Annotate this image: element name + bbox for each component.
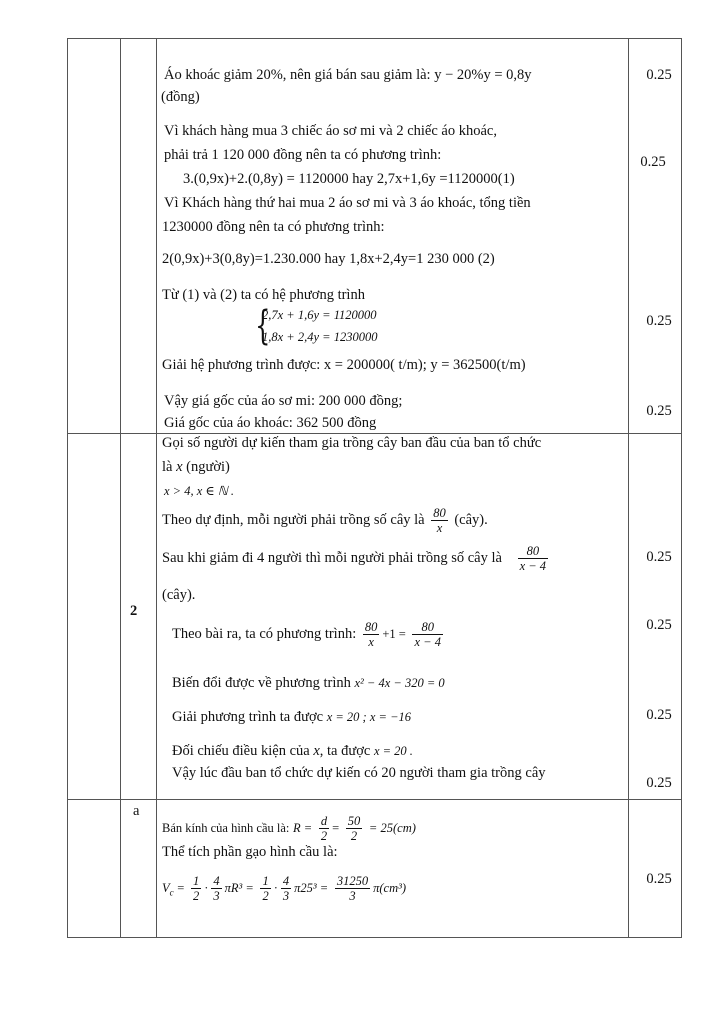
score: 0.25 [646, 313, 672, 329]
equation: x² − 4x − 320 = 0 [354, 676, 445, 690]
score: 0.25 [646, 707, 672, 723]
numerator: 1 [192, 874, 200, 888]
text-part: , ta được [319, 743, 371, 759]
part-label: a [133, 803, 140, 819]
text-line: Vậy giá gốc của áo sơ mi: 200 000 đồng; [164, 393, 403, 409]
text-line: phải trả 1 120 000 đồng nên ta có phương trình: [164, 147, 442, 163]
text-line [162, 458, 230, 476]
text-line: (cây). [162, 587, 196, 603]
denominator: 2 [192, 889, 200, 903]
volume-symbol: V [162, 880, 170, 895]
volume-subscript: c [169, 887, 174, 898]
numerator: 80 [526, 544, 540, 558]
text-line [172, 742, 413, 760]
fraction [281, 874, 291, 903]
text-part: (cây). [454, 511, 488, 528]
score: 0.25 [646, 549, 672, 565]
condition: x > 4, x ∈ ℕ . [164, 484, 235, 498]
equation: x = 20 ; x = −16 [326, 710, 412, 724]
numerator: 50 [347, 814, 361, 828]
text-part: Sau khi giảm đi 4 người thì mỗi người phải trồng số cây là [162, 549, 502, 566]
denominator: 2 [320, 829, 328, 843]
variable-x: x [313, 743, 320, 759]
text-line: 1230000 đồng nên ta có phương trình: [162, 219, 385, 235]
text-part: Bán kính của hình cầu là: [162, 820, 290, 835]
score: 0.25 [646, 67, 672, 83]
denominator: 3 [213, 889, 220, 903]
denominator: x [363, 634, 380, 649]
text-line [172, 674, 445, 692]
system-brace: { [255, 303, 271, 349]
text-line: 2(0,9x)+3(0,8y)=1.230.000 hay 1,8x+2,4y=1 230 000 (2) [162, 251, 495, 267]
fraction [363, 620, 380, 649]
text-line: 3.(0,9x)+2.(0,8y) = 1120000 hay 2,7x+1,6y =1120000(1) [183, 171, 515, 187]
system-equation-2: 1,8x + 2,4y = 1230000 [262, 330, 378, 344]
text-part: là [162, 459, 173, 475]
numerator: 4 [213, 874, 220, 888]
equation-part: πR³ = [224, 880, 254, 895]
text-line: Thể tích phần gạo hình cầu là: [162, 844, 338, 860]
equation-part: R = [293, 820, 313, 835]
score: 0.25 [646, 617, 672, 633]
fraction [335, 874, 370, 903]
row-divider-2 [68, 799, 681, 800]
equation-part: · [273, 880, 278, 895]
fraction [412, 620, 442, 649]
column-divider-2 [156, 39, 157, 937]
denominator: x − 4 [519, 559, 547, 573]
text-line [172, 620, 446, 649]
equation-part: π(cm³) [373, 880, 407, 895]
denominator: x − 4 [414, 635, 441, 649]
equation-part [162, 880, 174, 898]
numerator: 80 [421, 620, 434, 634]
denominator: 3 [335, 888, 370, 903]
numerator: d [320, 814, 328, 828]
variable-x: x [176, 459, 183, 475]
numerator: 80 [433, 506, 446, 520]
text-part: Theo dự định, mỗi người phải trồng số cây là [162, 511, 425, 528]
text-line [162, 544, 551, 573]
text-line: (đồng) [161, 89, 200, 105]
score: 0.25 [646, 403, 672, 419]
fraction [518, 544, 548, 573]
fraction [191, 874, 201, 903]
score: 0.25 [646, 775, 672, 791]
equation-part: = [332, 820, 340, 835]
fraction [431, 506, 448, 535]
equation-part: +1 = [382, 626, 406, 641]
text-line: Từ (1) và (2) ta có hệ phương trình [162, 287, 365, 303]
score: 0.25 [646, 871, 672, 887]
denominator: 2 [346, 828, 363, 843]
text-line [162, 874, 406, 903]
denominator: x [431, 520, 448, 535]
text-line [172, 708, 411, 726]
text-part: Biến đổi được về phương trình [172, 675, 351, 691]
column-divider-1 [120, 39, 121, 937]
numerator: 80 [364, 620, 378, 634]
text-line [162, 506, 488, 535]
equation: x = 20 . [373, 744, 413, 758]
text-part: Giải phương trình ta được [172, 709, 324, 725]
text-line: Áo khoác giảm 20%, nên giá bán sau giảm là: y − 20%y = 0,8y [164, 67, 532, 83]
equation-part: π25³ = [294, 880, 329, 895]
fraction [260, 874, 270, 903]
numerator: 4 [282, 874, 290, 888]
text-line: Vậy lúc đầu ban tổ chức dự kiến có 20 người tham gia trồng cây [172, 765, 546, 781]
equation-part: = [177, 880, 185, 895]
numerator: 1 [262, 874, 269, 888]
text-line: Gọi số người dự kiến tham gia trồng cây ban đầu của ban tổ chức [162, 435, 542, 451]
equation-part: · [204, 880, 209, 895]
fraction [346, 814, 363, 843]
text-line [162, 814, 416, 843]
denominator: 3 [282, 889, 290, 903]
numerator: 31250 [336, 874, 369, 888]
fraction [319, 814, 329, 843]
text-part: Theo bài ra, ta có phương trình: [172, 625, 357, 642]
text-line: Vì khách hàng mua 3 chiếc áo sơ mi và 2 chiếc áo khoác, [164, 123, 497, 139]
column-divider-3 [628, 39, 629, 937]
text-line: Giải hệ phương trình được: x = 200000( t/m); y = 362500(t/m) [162, 357, 526, 373]
fraction [211, 874, 221, 903]
text-line: Vì Khách hàng thứ hai mua 2 áo sơ mi và 3 áo khoác, tổng tiền [164, 195, 531, 211]
text-part: Đối chiếu điều kiện của [172, 743, 310, 759]
score: 0.25 [640, 154, 666, 170]
text-part: (người) [186, 459, 230, 475]
question-number: 2 [130, 603, 138, 619]
denominator: 2 [262, 889, 269, 903]
text-line: Giá gốc của áo khoác: 362 500 đồng [164, 415, 377, 431]
system-equation-1: 2,7x + 1,6y = 1120000 [262, 308, 377, 322]
equation-part: = 25(cm) [368, 820, 416, 835]
